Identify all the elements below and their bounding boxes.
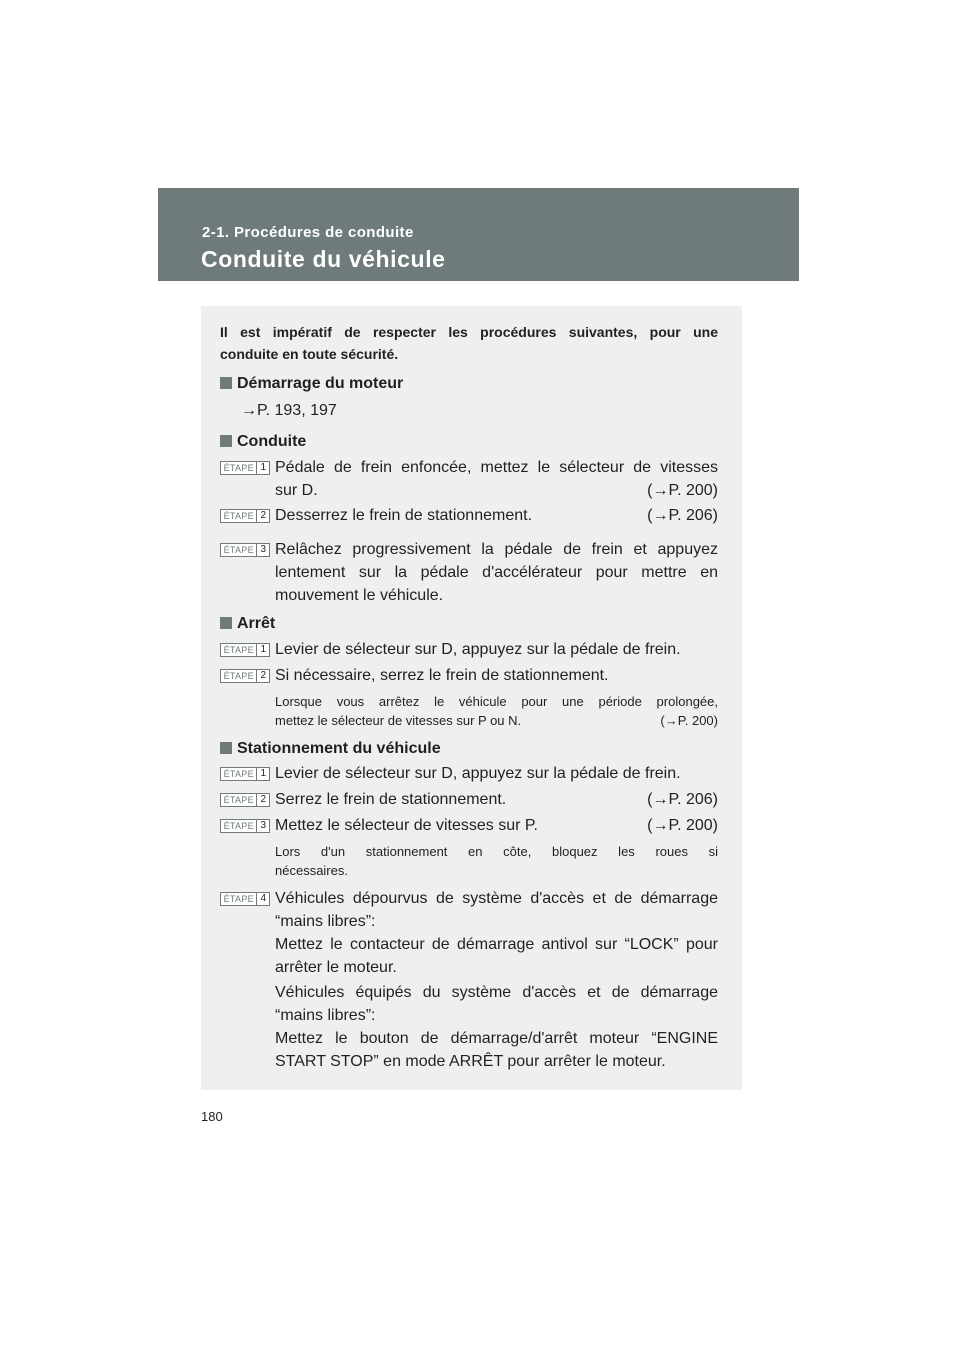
demarrage-ref[interactable]: →P. 193, 197 xyxy=(241,402,337,419)
step-text: “mains libres”: xyxy=(275,913,376,930)
step-text: Véhicules dépourvus de système d'accès et de démarrage xyxy=(275,890,718,907)
square-bullet-icon xyxy=(220,742,232,754)
step-text: sur D. xyxy=(275,482,318,499)
step-text: Mettez le contacteur de démarrage antivol sur “LOCK” pour xyxy=(275,936,718,953)
step-note: Lors d'un stationnement en côte, bloquez les roues si xyxy=(275,844,718,859)
step-badge: ÉTAPE 2 xyxy=(220,793,270,807)
page-ref[interactable]: (→P. 200) xyxy=(647,482,718,499)
step-badge: ÉTAPE 1 xyxy=(220,461,270,475)
step-text: Levier de sélecteur sur D, appuyez sur la pédale de frein. xyxy=(275,765,681,782)
step-badge: ÉTAPE 2 xyxy=(220,509,270,523)
step-text: Desserrez le frein de stationnement. xyxy=(275,507,533,524)
square-bullet-icon xyxy=(220,435,232,447)
step-text: arrêter le moteur. xyxy=(275,959,397,976)
section-title-stationnement: Stationnement du véhicule xyxy=(220,740,441,758)
step-text: Serrez le frein de stationnement. xyxy=(275,791,507,808)
step-text: Si nécessaire, serrez le frein de stationnement. xyxy=(275,667,609,684)
step-badge: ÉTAPE 1 xyxy=(220,643,270,657)
section-title-demarrage: Démarrage du moteur xyxy=(220,375,403,393)
intro-line-2: conduite en toute sécurité. xyxy=(220,346,399,362)
step-note: Lorsque vous arrêtez le véhicule pour une période prolongée, xyxy=(275,694,718,709)
page-title: Conduite du véhicule xyxy=(201,246,446,272)
page-ref[interactable]: (→P. 206) xyxy=(647,791,718,808)
section-label: 2-1. Procédures de conduite xyxy=(202,224,414,241)
step-note: nécessaires. xyxy=(275,863,348,878)
section-title-conduite: Conduite xyxy=(220,433,306,451)
step-text: Véhicules équipés du système d'accès et de démarrage xyxy=(275,984,718,1001)
page-ref[interactable]: (→P. 200) xyxy=(660,713,718,728)
step-text: lentement sur la pédale d'accélérateur pour mettre en xyxy=(275,564,718,581)
step-text: Relâchez progressivement la pédale de frein et appuyez xyxy=(275,541,718,558)
step-note: mettez le sélecteur de vitesses sur P ou N. xyxy=(275,713,522,728)
step-badge: ÉTAPE 4 xyxy=(220,892,270,906)
step-badge: ÉTAPE 2 xyxy=(220,669,270,683)
page-number: 180 xyxy=(201,1109,223,1124)
step-badge: ÉTAPE 3 xyxy=(220,819,270,833)
step-text: Pédale de frein enfoncée, mettez le sélecteur de vitesses xyxy=(275,459,718,476)
step-badge: ÉTAPE 3 xyxy=(220,543,270,557)
square-bullet-icon xyxy=(220,617,232,629)
intro-line-1: Il est impératif de respecter les procédures suivantes, pour une xyxy=(220,324,718,340)
page-ref[interactable]: (→P. 206) xyxy=(647,507,718,524)
square-bullet-icon xyxy=(220,377,232,389)
step-text: Mettez le bouton de démarrage/d'arrêt moteur “ENGINE xyxy=(275,1030,718,1047)
page-ref[interactable]: (→P. 200) xyxy=(647,817,718,834)
step-text: START STOP” en mode ARRÊT pour arrêter le moteur. xyxy=(275,1053,666,1070)
step-text: Levier de sélecteur sur D, appuyez sur la pédale de frein. xyxy=(275,641,681,658)
step-text: mouvement le véhicule. xyxy=(275,587,444,604)
step-text: “mains libres”: xyxy=(275,1007,376,1024)
section-title-arret: Arrêt xyxy=(220,615,275,633)
step-badge: ÉTAPE 1 xyxy=(220,767,270,781)
step-text: Mettez le sélecteur de vitesses sur P. xyxy=(275,817,538,834)
chapter-header xyxy=(158,188,799,281)
